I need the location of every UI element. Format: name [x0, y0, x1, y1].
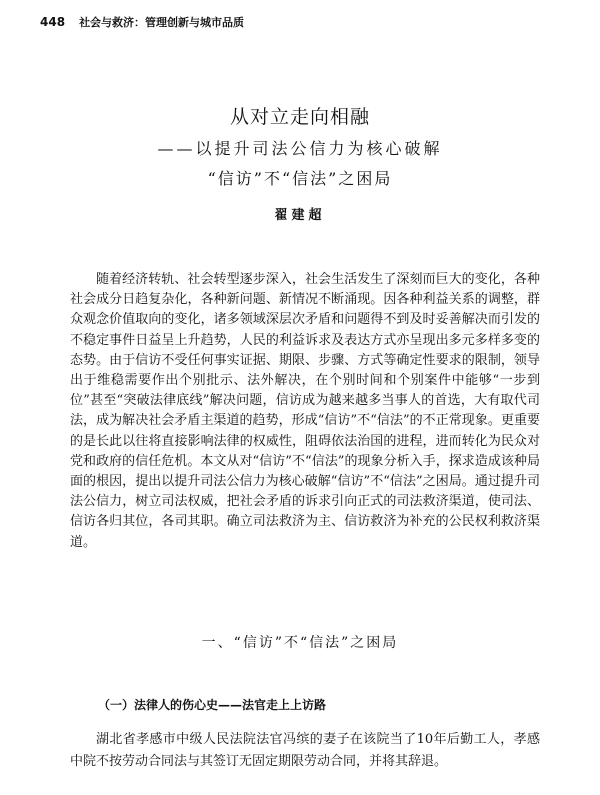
author-name: 翟建超 — [274, 208, 326, 223]
article-subtitle-line2: “信访”不“信法”之困局 — [207, 169, 393, 188]
article-subtitle-line1: ——以提升司法公信力为核心破解 — [157, 139, 443, 158]
section-heading: 一、“信访”不“信法”之困局 — [201, 635, 399, 651]
body-paragraph: 湖北省孝感市中级人民法院法官冯缤的妻子在该院当了10年后勤工人，孝感中院不按劳动合同法与其签订无固定期限劳动合同，并将其辞退。 — [70, 732, 540, 769]
running-title: 社会与救济：管理创新与城市品质 — [79, 16, 245, 29]
article-title: 从对立走向相融 — [229, 106, 370, 128]
subsection-heading: （一）法律人的伤心史——法官走上上访路 — [98, 698, 327, 712]
page-number: 448 — [40, 15, 66, 29]
page-header — [40, 14, 560, 30]
abstract-paragraph: 随着经济转轨、社会转型逐步深入，社会生活发生了深刻而巨大的变化，各种社会成分日趋复杂化，各种新问题、新情况不断涌现。因各种利益关系的调整，群众观念价值取向的变化，诸多领域深层次矛盾和问题得不到及时妥善解决而引发的不稳定事件日益呈上升趋势，人民的利益诉求及表达方式亦呈现出多元多样多变的态势。由于信访不受任何事实证据、期限、步骤、方式等确定性要求的限制，领导出于维稳需要作出个别批示、法外解决，在个别时间和个别案件中能够“一步到位”甚至“突破法律底线”解决问题，信访成为越来越多当事人的首选，大有取代司法，成为解决社会矛盾主渠道的趋势，形成“信访”不“信法”的不正常现象。更重要的是长此以往将直接影响法律的权威性，阻碍依法治国的进程，进而转化为民众对党和政府的信任危机。本文从对“信访”不“信法”的现象分析入手，探求造成该种局面的根因，提出以提升司法公信力为核心破解“信访”不“信法”之困局。通过提升司法公信力，树立司法权威，把社会矛盾的诉求引向正式的司法救济渠道，使司法、信访各归其位，各司其职。确立司法救济为主、信访救济为补充的公民权利救济渠道。 — [70, 272, 540, 550]
